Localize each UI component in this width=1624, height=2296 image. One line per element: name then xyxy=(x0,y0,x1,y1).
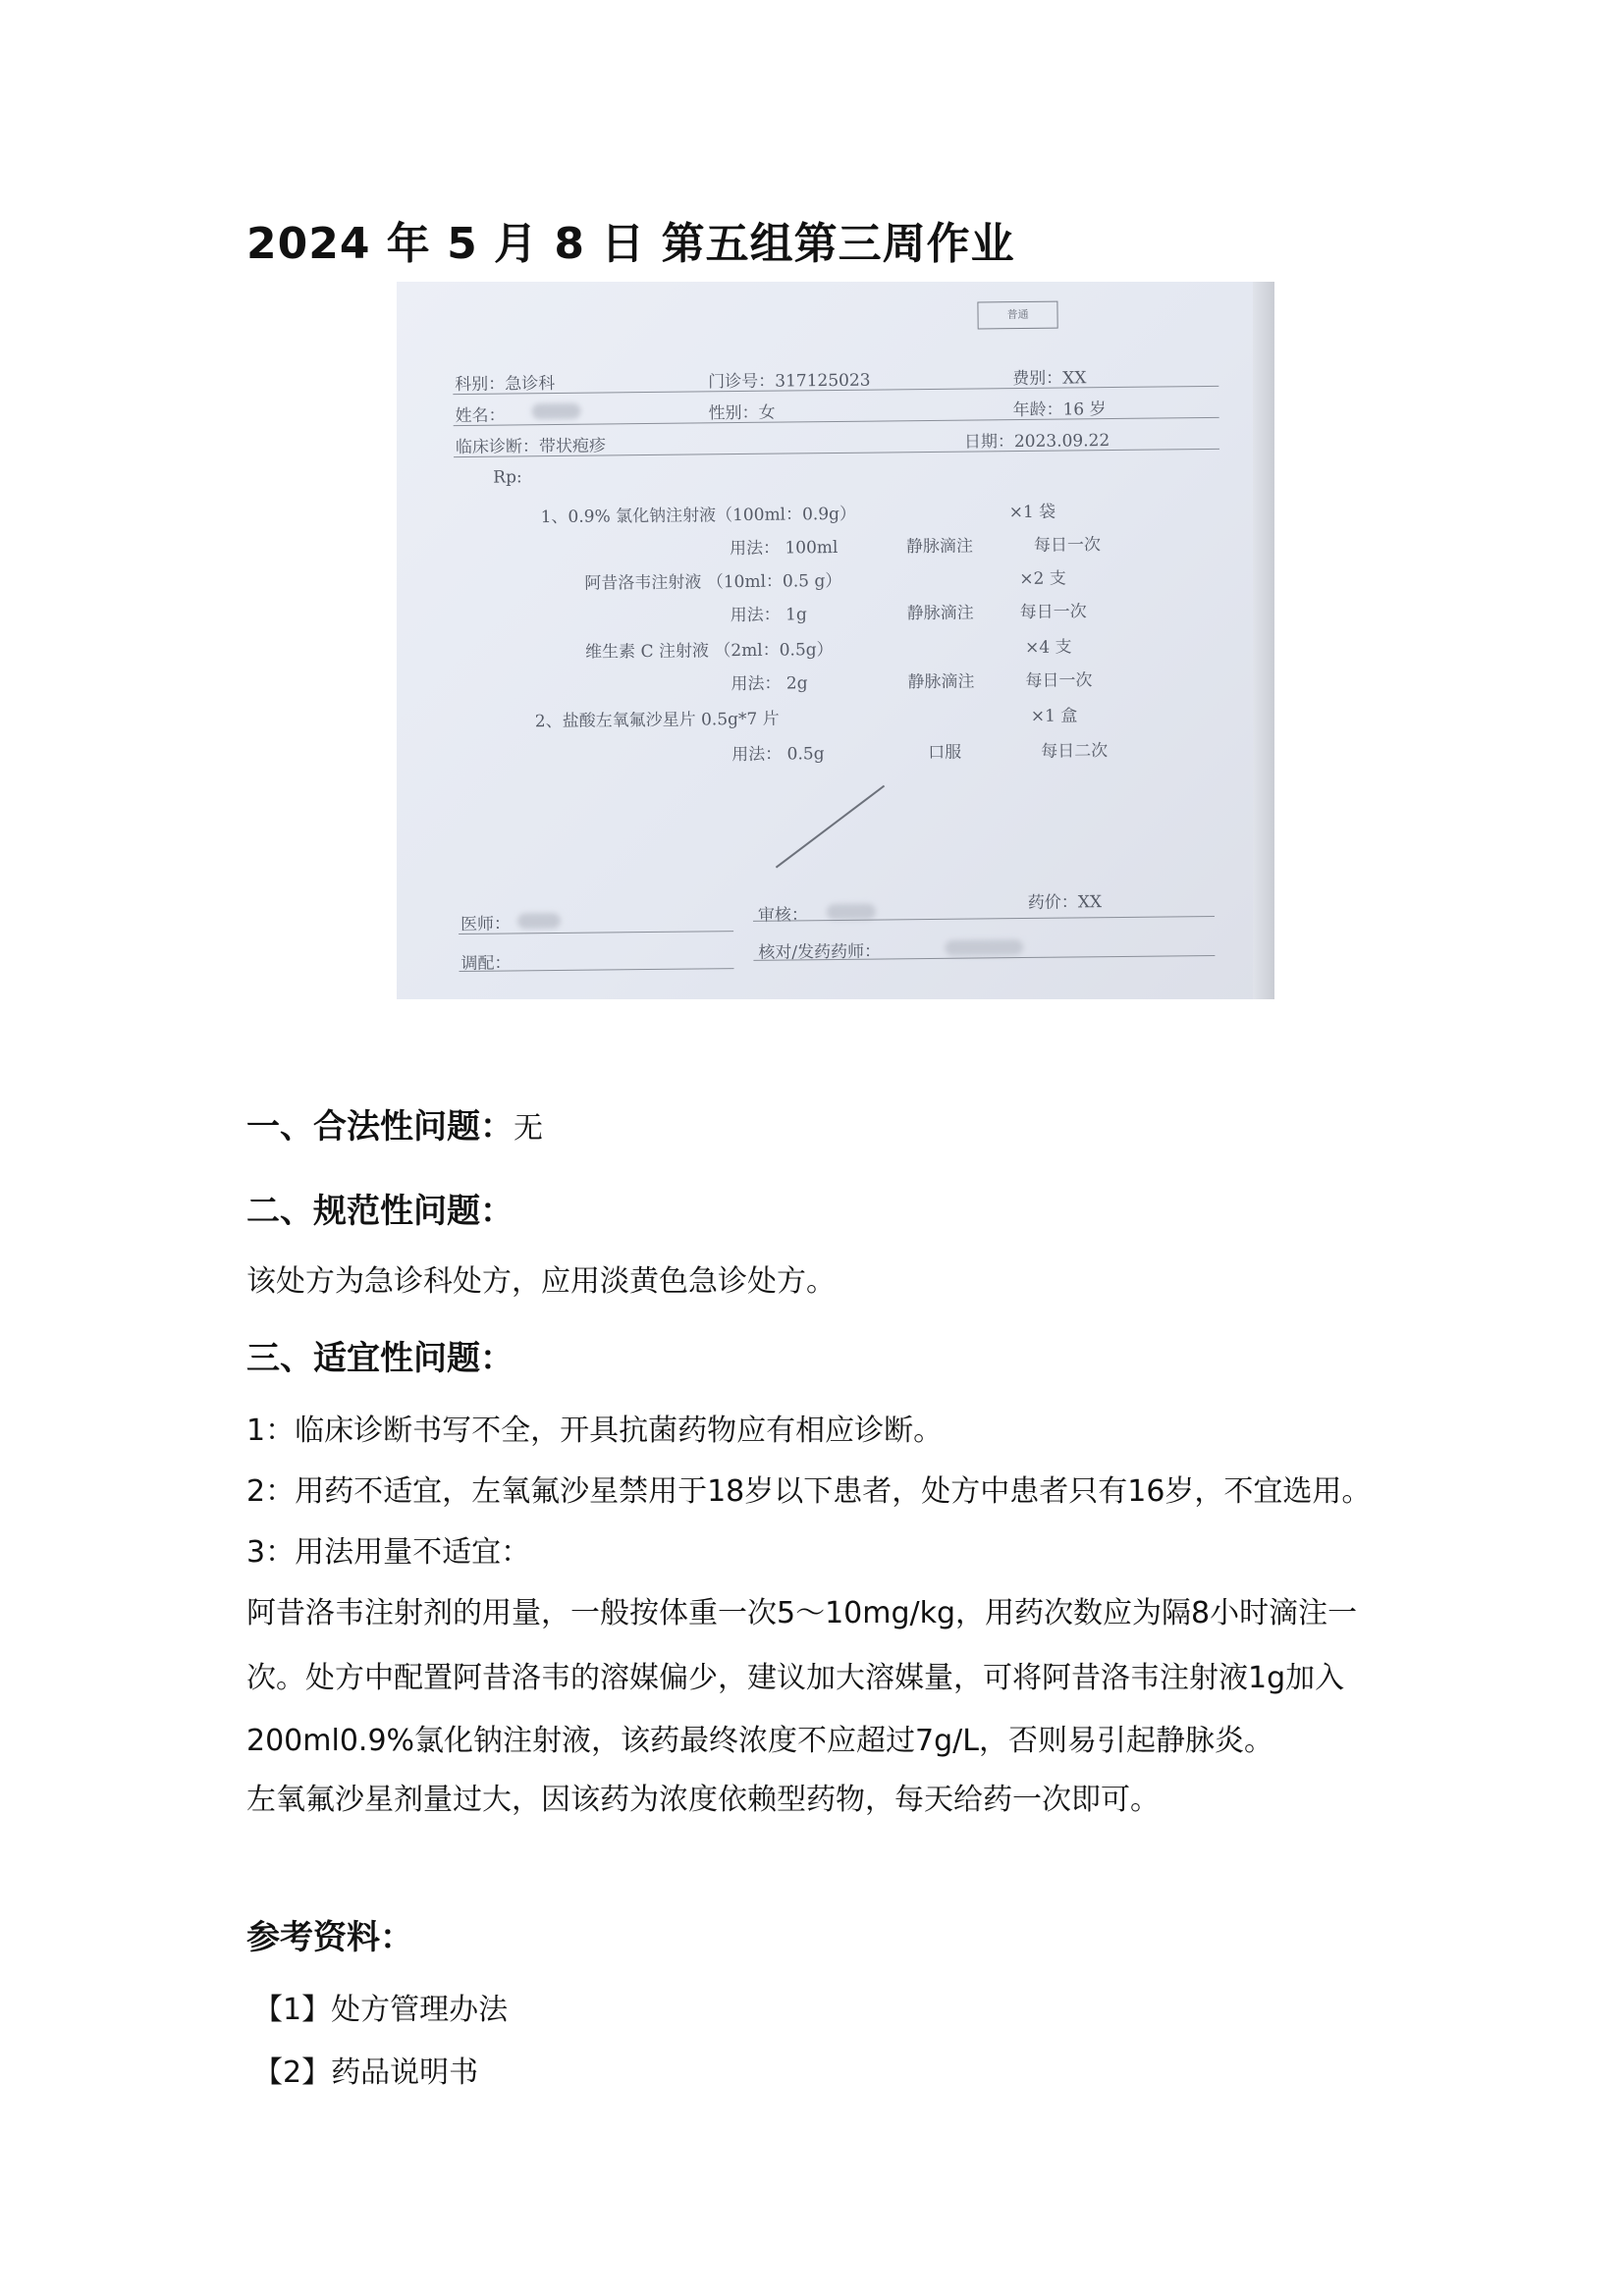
drug-frequency: 每日一次 xyxy=(1025,670,1093,691)
redacted-pharmacist-name xyxy=(945,939,1023,956)
drug-line: 阿昔洛韦注射液 （10ml：0.5 g） xyxy=(584,570,842,594)
drug-frequency: 每日二次 xyxy=(1041,741,1109,762)
clinic-number-field: 门诊号：317125023 xyxy=(708,370,871,393)
drug-quantity: ×1 盒 xyxy=(1030,706,1078,726)
prescription-photo xyxy=(397,282,1274,999)
drug-usage: 用法： 2g xyxy=(731,673,808,695)
drug-route: 静脉滴注 xyxy=(905,536,974,558)
redacted-doctor-name xyxy=(517,913,561,929)
drug-usage: 用法： 100ml xyxy=(729,537,839,560)
drug-route: 口服 xyxy=(928,742,962,764)
pharmacist-label: 核对/发药药师： xyxy=(758,941,882,963)
doctor-label: 医师： xyxy=(460,914,512,935)
legality-title: 一、合法性问题： xyxy=(246,1107,514,1147)
patient-name-label: 姓名： xyxy=(455,405,506,427)
legality-value: 无 xyxy=(514,1111,543,1146)
prescription-sheet xyxy=(397,282,1274,999)
page-title: 2024 年 5 月 8 日 第五组第三周作业 xyxy=(246,219,1015,269)
age-field: 年龄：16 岁 xyxy=(1012,400,1107,421)
date-field: 日期：2023.09.22 xyxy=(963,431,1110,453)
reference-item: 【2】药品说明书 xyxy=(253,2056,479,2090)
drug-line: 维生素 C 注射液 （2ml：0.5g） xyxy=(585,640,834,663)
drug-usage: 用法： 0.5g xyxy=(731,744,825,766)
drug-line: 2、盐酸左氧氟沙星片 0.5g*7 片 xyxy=(534,709,780,732)
drug-usage: 用法： 1g xyxy=(730,605,807,626)
suitability-line: 阿昔洛韦注射剂的用量，一般按体重一次5～10mg/kg，用药次数应为隔8小时滴注一 xyxy=(246,1596,1358,1630)
fee-type-field: 费别：XX xyxy=(1012,368,1087,390)
suitability-line: 1：临床诊断书写不全，开具抗菌药物应有相应诊断。 xyxy=(246,1414,944,1448)
sex-field: 性别：女 xyxy=(708,402,776,424)
signature-rule-review xyxy=(753,916,1215,922)
suitability-line: 200ml0.9%氯化钠注射液，该药最终浓度不应超过7g/L，否则易引起静脉炎。 xyxy=(246,1724,1273,1758)
prescription-type-stamp: 普通 xyxy=(977,301,1057,330)
standard-heading: 二、规范性问题： xyxy=(246,1192,514,1231)
department-field: 科别：急诊科 xyxy=(455,373,556,396)
suitability-heading: 三、适宜性问题： xyxy=(246,1339,514,1378)
standard-text: 该处方为急诊科处方，应用淡黄色急诊处方。 xyxy=(246,1264,836,1299)
diagnosis-field: 临床诊断：带状疱疹 xyxy=(455,436,607,458)
drug-frequency: 每日一次 xyxy=(1019,602,1087,623)
prescription-end-slash xyxy=(772,781,891,871)
legality-heading xyxy=(246,1099,543,1148)
price-field: 药价：XX xyxy=(1027,892,1103,913)
reference-item: 【1】处方管理办法 xyxy=(253,1993,509,2027)
drug-quantity: ×1 袋 xyxy=(1008,502,1056,523)
suitability-line: 2：用药不适宜，左氧氟沙星禁用于18岁以下患者，处方中患者只有16岁，不宜选用。 xyxy=(246,1474,1372,1509)
redacted-reviewer-name xyxy=(827,904,876,921)
drug-route: 静脉滴注 xyxy=(907,671,975,693)
references-heading: 参考资料： xyxy=(246,1918,413,1957)
redacted-patient-name xyxy=(531,403,580,420)
drug-line: 1、0.9% 氯化钠注射液（100ml：0.9g） xyxy=(540,504,857,528)
drug-route: 静脉滴注 xyxy=(906,603,974,624)
review-label: 审核： xyxy=(757,905,809,926)
drug-frequency: 每日一次 xyxy=(1033,535,1102,556)
drug-quantity: ×4 支 xyxy=(1024,637,1072,658)
suitability-line: 次。处方中配置阿昔洛韦的溶媒偏少，建议加大溶媒量，可将阿昔洛韦注射液1g加入 xyxy=(246,1661,1345,1695)
suitability-line: 左氧氟沙星剂量过大，因该药为浓度依赖型药物，每天给药一次即可。 xyxy=(246,1783,1160,1817)
drug-quantity: ×2 支 xyxy=(1019,568,1066,590)
dispense-label: 调配： xyxy=(460,953,512,975)
rp-mark: Rp: xyxy=(493,467,522,488)
suitability-line: 3：用法用量不适宜： xyxy=(246,1535,531,1570)
